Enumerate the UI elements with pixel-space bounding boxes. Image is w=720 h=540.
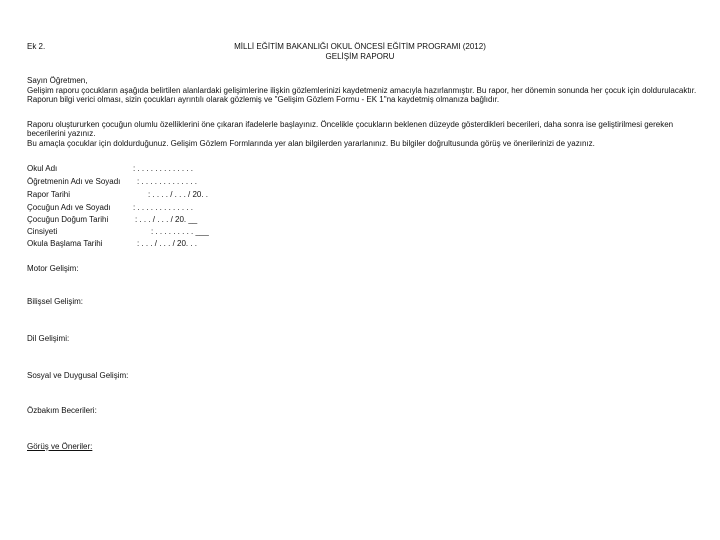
field-label-start-date: Okula Başlama Tarihi	[27, 239, 103, 248]
intro-paragraph-2: Raporu oluştururken çocuğun olumlu özelliklerini öne çıkaran ifadelerle başlayınız. Öncelikle çocukların beklenen düzeyde gösterdikleri becerileri, daha sonra ise geliştirilmesi gereken becerilerini yazınız.	[27, 120, 674, 138]
field-label-report-date: Rapor Tarihi	[27, 190, 70, 199]
field-value-birth-date[interactable]: : . . . / . . . / 20. __	[135, 215, 198, 224]
document-title	[0, 42, 720, 62]
section-self-care: Özbakım Becerileri:	[27, 406, 97, 415]
section-cognitive: Bilişsel Gelişim:	[27, 297, 84, 306]
intro-paragraph-3: Bu amaçla çocuklar için doldurduğunuz. Gelişim Gözlem Formlarında yer alan bilgilerden yararlanınız. Bu bilgiler doğrultusunda görüş ve önerilerinizi de yazınız.	[27, 139, 595, 148]
field-label-teacher: Öğretmenin Adı ve Soyadı	[27, 177, 121, 186]
section-language: Dil Gelişimi:	[27, 334, 70, 343]
greeting: Sayın Öğretmen,	[27, 76, 88, 85]
field-label-birth-date: Çocuğun Doğum Tarihi	[27, 215, 109, 224]
field-label-gender: Cinsiyeti	[27, 227, 58, 236]
section-social-emotional: Sosyal ve Duygusal Gelişim:	[27, 371, 129, 380]
section-opinions: Görüş ve Öneriler:	[27, 442, 93, 451]
field-value-report-date[interactable]: : . . . . / . . . / 20. .	[148, 190, 209, 199]
intro-paragraph-1: Gelişim raporu çocukların aşağıda belirtilen alanlardaki gelişimlerine ilişkin gözlemlerinizi kaydetmeniz amacıyla hazırlanmıştır. Bu rapor, her dönemin sonunda her çocuk için doldurulacaktır. Raporun bilgi verici olması, sizin çocukları ayrıntılı olarak gözlemiş ve "Gelişim Gözlem Formu - EK 1"na kaydetmiş olmanıza bağlıdır.	[27, 86, 697, 104]
field-value-gender[interactable]: : . . . . . . . . . ___	[151, 227, 209, 236]
field-value-start-date[interactable]: : . . . / . . . / 20. . .	[137, 239, 198, 248]
field-value-school[interactable]: : . . . . . . . . . . . . .	[133, 164, 194, 173]
field-label-child-name: Çocuğun Adı ve Soyadı	[27, 203, 111, 212]
field-label-school: Okul Adı	[27, 164, 58, 173]
field-value-child-name[interactable]: : . . . . . . . . . . . . .	[133, 203, 194, 212]
field-value-teacher[interactable]: : . . . . . . . . . . . . .	[137, 177, 198, 186]
appendix-label: Ek 2.	[27, 42, 46, 51]
section-motor: Motor Gelişim:	[27, 264, 79, 273]
title-line-1: MİLLİ EĞİTİM BAKANLIĞI OKUL ÖNCESİ EĞİTİM PROGRAMI (2012)	[234, 42, 486, 51]
title-line-2: GELİŞİM RAPORU	[325, 52, 395, 61]
